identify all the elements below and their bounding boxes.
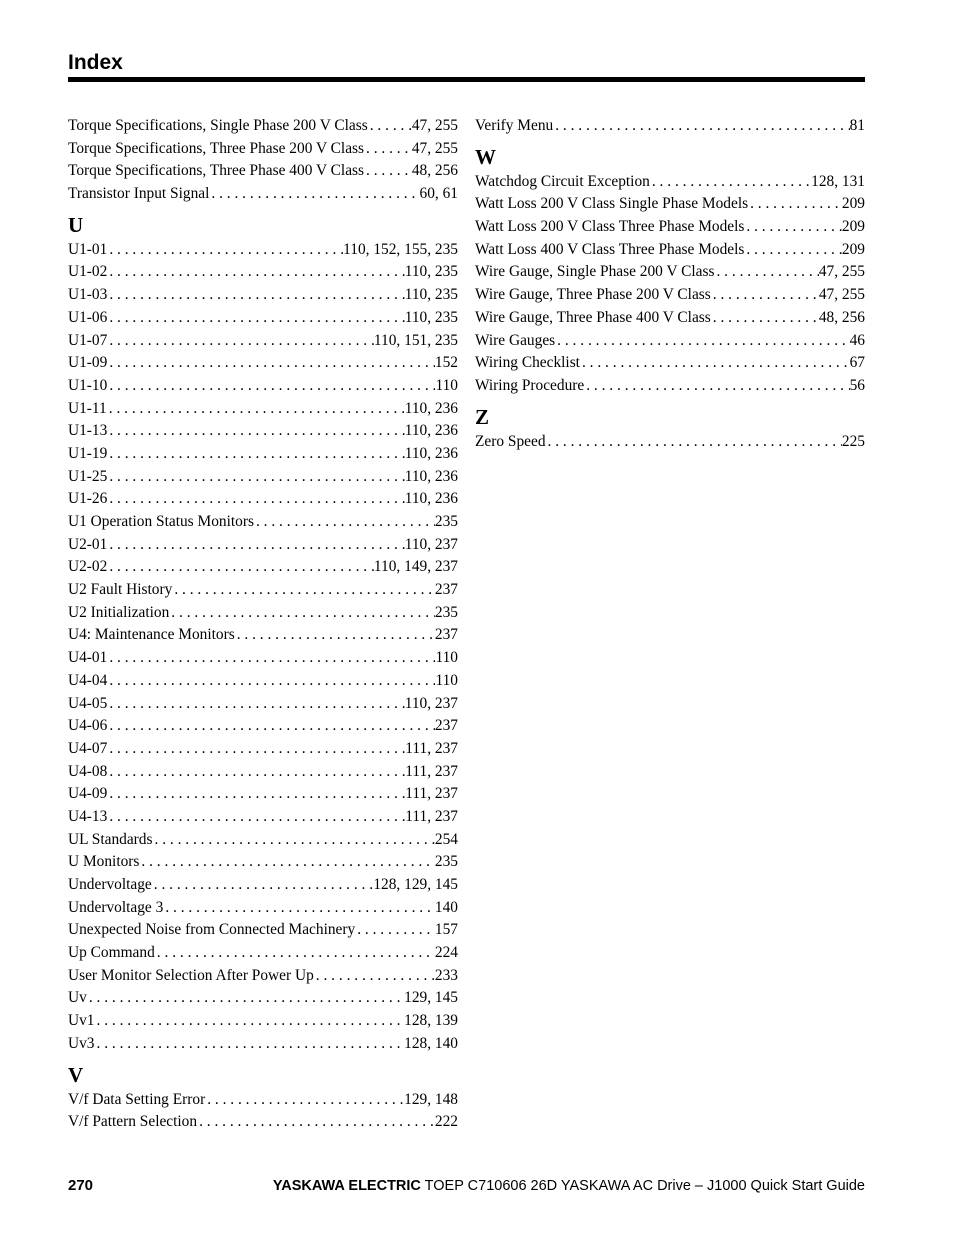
dot-leader (169, 602, 435, 625)
dot-leader (107, 738, 405, 761)
entry-pages: 237 (434, 717, 458, 735)
entry-pages: 110, 149, 237 (373, 558, 458, 576)
entry-pages: 128, 139 (404, 1012, 458, 1030)
entry-term: U Monitors (68, 853, 140, 871)
entry-term: V/f Pattern Selection (68, 1113, 198, 1131)
entry-term: U2 Initialization (68, 603, 170, 621)
index-entry (68, 579, 458, 602)
entry-term: Wire Gauge, Three Phase 200 V Class (475, 286, 711, 304)
entry-pages: 110, 236 (404, 467, 458, 485)
entry-pages: 111, 237 (405, 739, 458, 757)
index-entry (68, 806, 458, 829)
dot-leader (107, 647, 435, 670)
entry-pages: 233 (434, 966, 458, 984)
index-entry (68, 965, 458, 988)
entry-term: Undervoltage (68, 876, 152, 893)
index-entry (68, 511, 458, 534)
index-entry (68, 783, 458, 806)
index-entry (475, 307, 865, 330)
index-entry (68, 761, 458, 784)
index-section (475, 144, 865, 398)
section-letter: W (475, 144, 496, 169)
entry-pages: 110, 235 (404, 308, 458, 326)
dot-leader (235, 624, 435, 647)
dot-leader (107, 761, 405, 784)
dot-leader (95, 1010, 405, 1033)
index-entry (475, 352, 865, 375)
index-section (475, 115, 865, 138)
index-entry (68, 239, 458, 262)
entry-term: Unexpected Noise from Connected Machinery (68, 921, 356, 939)
index-entry (475, 375, 865, 398)
entry-pages: 46 (849, 331, 865, 349)
dot-leader (744, 216, 842, 239)
index-entry (68, 352, 458, 375)
footer-brand: YASKAWA ELECTRIC (272, 1178, 421, 1194)
entry-pages: 209 (841, 218, 865, 236)
dot-leader (155, 942, 435, 965)
entry-term: Wiring Procedure (475, 376, 585, 394)
dot-leader (107, 715, 435, 738)
dot-leader (584, 375, 849, 398)
entry-pages: 128, 140 (404, 1034, 458, 1052)
dot-leader (711, 284, 819, 307)
index-entry (475, 330, 865, 353)
entry-term: Zero Speed (475, 432, 546, 450)
page-title: Index (68, 51, 123, 74)
entry-term: Undervoltage 3 (68, 898, 164, 916)
dot-leader (107, 284, 404, 307)
entry-term: User Monitor Selection After Power Up (68, 966, 314, 984)
index-entry (68, 183, 458, 206)
index-entry (68, 942, 458, 965)
dot-leader (714, 261, 818, 284)
footer-doc-title: TOEP C710606 26D YASKAWA AC Drive – J1000 Quick Start Guide (420, 1178, 865, 1194)
entry-pages: 60, 61 (419, 185, 458, 203)
entry-term: U1-11 (68, 399, 107, 417)
section-letter: V (68, 1062, 84, 1087)
entry-term: U2-02 (68, 558, 108, 576)
entry-term: Transistor Input Signal (68, 185, 210, 203)
entry-term: Uv (68, 989, 87, 1007)
dot-leader (107, 352, 435, 375)
dot-leader (197, 1111, 435, 1134)
entry-term: U1 Operation Status Monitors (68, 513, 254, 530)
index-entry (68, 138, 458, 161)
dot-leader (107, 466, 404, 489)
index-entry (68, 488, 458, 511)
dot-leader (107, 488, 404, 511)
entry-pages: 235 (434, 853, 458, 871)
dot-leader (107, 783, 405, 806)
entry-term: Watt Loss 400 V Class Three Phase Models (475, 240, 745, 258)
page-number: 270 (68, 1177, 94, 1194)
footer-document-info (273, 1178, 865, 1194)
index-entry (68, 602, 458, 625)
entry-term: U1-10 (68, 376, 108, 394)
entry-pages: 111, 237 (405, 807, 458, 825)
dot-leader (152, 874, 374, 897)
entry-term: Wiring Checklist (475, 354, 580, 372)
entry-pages: 48, 256 (818, 308, 865, 326)
entry-pages: 254 (434, 830, 458, 848)
dot-leader (364, 160, 412, 183)
index-entry (68, 534, 458, 557)
index-entry (68, 829, 458, 852)
index-entry (68, 1010, 458, 1033)
dot-leader (107, 420, 404, 443)
index-entry (68, 1111, 458, 1134)
entry-term: U2-01 (68, 535, 108, 553)
entry-term: U4-13 (68, 807, 108, 825)
dot-leader (314, 965, 435, 988)
index-entry (68, 284, 458, 307)
entry-term: U2 Fault History (68, 581, 173, 599)
entry-term: U1-26 (68, 490, 108, 508)
entry-term: U4-05 (68, 694, 108, 712)
dot-leader (153, 829, 435, 852)
entry-pages: 67 (849, 354, 865, 372)
entry-pages: 110, 236 (404, 490, 458, 508)
section-letter: U (68, 212, 84, 237)
entry-term: V/f Data Setting Error (68, 1090, 206, 1108)
entry-term: Wire Gauge, Single Phase 200 V Class (475, 263, 715, 281)
dot-leader (107, 307, 404, 330)
dot-leader (107, 330, 374, 353)
dot-leader (650, 171, 811, 194)
index-entry (68, 851, 458, 874)
entry-pages: 237 (434, 581, 458, 599)
index-entry (68, 398, 458, 421)
dot-leader (205, 1089, 404, 1112)
entry-term: UL Standards (68, 830, 153, 848)
entry-term: U4-08 (68, 762, 108, 780)
entry-pages: 47, 255 (411, 139, 458, 157)
dot-leader (555, 330, 849, 353)
entry-term: Wire Gauges (475, 331, 556, 349)
index-entry (68, 670, 458, 693)
index-entry (68, 715, 458, 738)
dot-leader (209, 183, 419, 206)
entry-term: Watt Loss 200 V Class Single Phase Models (475, 195, 749, 213)
index-column-right (475, 115, 865, 459)
index-entry (68, 1033, 458, 1056)
entry-pages: 237 (434, 626, 458, 644)
entry-term: U4-01 (68, 649, 108, 667)
entry-pages: 129, 148 (404, 1090, 458, 1108)
index-entry (68, 420, 458, 443)
dot-leader (107, 534, 404, 557)
entry-pages: 152 (434, 354, 458, 372)
index-entry (68, 115, 458, 138)
index-entry (68, 556, 458, 579)
entry-term: Up Command (68, 944, 155, 962)
entry-pages: 110, 236 (404, 444, 458, 462)
index-entry (68, 307, 458, 330)
dot-leader (107, 806, 405, 829)
index-entry (68, 160, 458, 183)
dot-leader (364, 138, 412, 161)
entry-pages: 110, 237 (404, 535, 458, 553)
index-entry (475, 115, 865, 138)
dot-leader (95, 1033, 405, 1056)
index-entry (68, 624, 458, 647)
entry-term: Wire Gauge, Three Phase 400 V Class (475, 308, 711, 326)
index-entry (68, 261, 458, 284)
dot-leader (553, 115, 849, 138)
dot-leader (368, 115, 412, 138)
dot-leader (163, 897, 435, 920)
dot-leader (748, 193, 842, 216)
entry-pages: 110 (435, 671, 458, 689)
entry-term: Torque Specifications, Three Phase 200 V Class (68, 139, 364, 157)
index-column-left (68, 115, 458, 1140)
entry-term: U1-06 (68, 308, 108, 326)
entry-pages: 110, 151, 235 (373, 331, 458, 349)
dot-leader (107, 398, 405, 421)
dot-leader (139, 851, 435, 874)
dot-leader (87, 987, 404, 1010)
index-section (68, 212, 458, 1056)
dot-leader (107, 261, 404, 284)
index-entry (68, 647, 458, 670)
entry-term: Verify Menu (475, 117, 554, 134)
dot-leader (546, 431, 842, 454)
entry-term: Torque Specifications, Three Phase 400 V Class (68, 162, 364, 180)
entry-pages: 209 (841, 195, 865, 213)
entry-term: U4-07 (68, 739, 108, 757)
index-entry (475, 216, 865, 239)
dot-leader (107, 556, 374, 579)
dot-leader (107, 443, 404, 466)
entry-term: U4-09 (68, 785, 108, 803)
dot-leader (254, 511, 435, 534)
entry-pages: 110, 235 (404, 263, 458, 281)
index-entry (475, 431, 865, 454)
entry-term: U1-19 (68, 444, 108, 462)
entry-pages: 110, 152, 155, 235 (343, 240, 458, 258)
index-section (475, 404, 865, 454)
entry-pages: 47, 255 (818, 286, 865, 304)
index-entry (68, 1089, 458, 1112)
entry-term: U1-13 (68, 422, 108, 440)
entry-term: U1-03 (68, 286, 108, 304)
entry-pages: 129, 145 (404, 989, 458, 1007)
index-entry (68, 466, 458, 489)
dot-leader (172, 579, 435, 602)
dot-leader (107, 239, 343, 262)
index-entry (475, 284, 865, 307)
dot-leader (107, 375, 435, 398)
entry-term: U4-06 (68, 717, 108, 735)
index-entry (475, 193, 865, 216)
index-entry (68, 443, 458, 466)
entry-term: Torque Specifications, Single Phase 200 V Class (68, 117, 368, 134)
index-section (68, 115, 458, 206)
index-entry (475, 261, 865, 284)
entry-term: U1-07 (68, 331, 108, 349)
entry-pages: 157 (434, 921, 458, 939)
index-entry (68, 738, 458, 761)
dot-leader (107, 693, 404, 716)
entry-pages: 225 (841, 432, 865, 450)
entry-term: Uv1 (68, 1012, 95, 1030)
dot-leader (107, 670, 435, 693)
entry-pages: 47, 255 (411, 117, 458, 134)
index-entry (68, 987, 458, 1010)
index-entry (68, 330, 458, 353)
dot-leader (580, 352, 850, 375)
entry-pages: 128, 131 (811, 172, 865, 190)
entry-pages: 235 (434, 603, 458, 621)
entry-term: U4: Maintenance Monitors (68, 626, 235, 644)
dot-leader (711, 307, 819, 330)
index-entry (68, 375, 458, 398)
entry-pages: 111, 237 (405, 762, 458, 780)
entry-pages: 110 (435, 376, 458, 394)
index-entry (475, 239, 865, 262)
entry-pages: 128, 129, 145 (373, 876, 458, 893)
entry-pages: 140 (434, 898, 458, 916)
entry-pages: 81 (849, 117, 865, 134)
dot-leader (744, 239, 842, 262)
header-rule (68, 77, 865, 82)
entry-pages: 48, 256 (411, 162, 458, 180)
entry-pages: 111, 237 (405, 785, 458, 803)
entry-term: U1-09 (68, 354, 108, 372)
entry-pages: 110, 237 (404, 694, 458, 712)
index-entry (68, 874, 458, 897)
entry-pages: 224 (434, 944, 458, 962)
entry-pages: 47, 255 (818, 263, 865, 281)
index-entry (68, 897, 458, 920)
entry-pages: 110, 235 (404, 286, 458, 304)
entry-term: U1-01 (68, 240, 108, 258)
entry-term: U4-04 (68, 671, 108, 689)
entry-pages: 222 (434, 1113, 458, 1131)
index-entry (68, 919, 458, 942)
entry-term: Watt Loss 200 V Class Three Phase Models (475, 218, 745, 236)
entry-pages: 110 (435, 649, 458, 667)
entry-term: U1-02 (68, 263, 108, 281)
section-letter: Z (475, 404, 490, 429)
entry-pages: 209 (841, 240, 865, 258)
entry-term: Watchdog Circuit Exception (475, 172, 650, 190)
index-entry (475, 171, 865, 194)
dot-leader (355, 919, 435, 942)
entry-pages: 56 (849, 376, 865, 394)
entry-pages: 110, 236 (404, 399, 458, 417)
entry-pages: 235 (434, 513, 458, 530)
index-section (68, 1062, 458, 1134)
index-entry (68, 693, 458, 716)
entry-pages: 110, 236 (404, 422, 458, 440)
entry-term: U1-25 (68, 467, 108, 485)
entry-term: Uv3 (68, 1034, 95, 1052)
